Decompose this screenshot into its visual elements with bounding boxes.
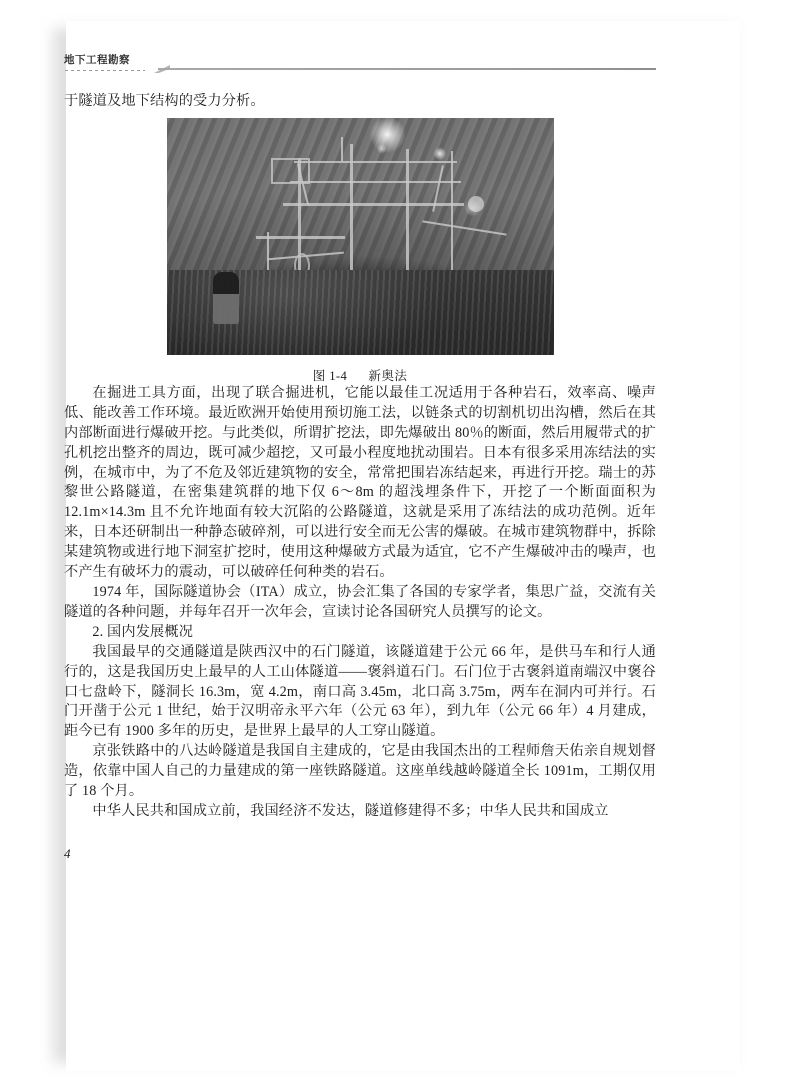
paragraph-5: 中华人民共和国成立前，我国经济不发达，隧道修建得不多；中华人民共和国成立 <box>92 802 609 819</box>
paragraph-4: 京张铁路中的八达岭隧道是我国自主建成的，它是由我国杰出的工程师詹天佑亲自规划督造，依靠中国人自己的力量建成的第一座铁路隧道。这座单线越岭隧道全长 1091m，工期仅用了 18 个月。 <box>64 743 656 800</box>
section-heading-domestic-development: 2. 国内发展概况 <box>92 623 194 640</box>
figure-caption <box>64 365 656 384</box>
running-head <box>64 54 656 80</box>
figure-1-4 <box>64 118 656 384</box>
body-column <box>64 92 656 822</box>
running-head-rule-bar <box>158 68 656 70</box>
running-head-dotted-underline <box>65 70 145 72</box>
figure-caption-label: 图 1-4 <box>312 368 348 383</box>
paragraph-3: 我国最早的交通隧道是陕西汉中的石门隧道，该隧道建于公元 66 年，是供马车和行人通行的，这是我国历史上最早的人工山体隧道——褒斜道石门。石门位于古褒斜道南端汉中褒谷口七盘岭下，隧洞长 16.3m，宽 4.2m，南口高 3.45m，北口高 3.75m，两车在洞内可并行。石门开凿于公元 1 世纪，始于汉明帝永平六年（公元 63 年），到九年（公元 66 年）4 月建成，距今已有 1900 多年的历史，是世界上最早的人工穿山隧道。 <box>64 643 656 740</box>
page-number: 4 <box>64 846 71 861</box>
paragraph-continuation: 于隧道及地下结构的受力分析。 <box>64 93 265 109</box>
figure-caption-title: 新奥法 <box>368 368 408 383</box>
tunnel-photo-image <box>167 118 554 355</box>
paragraph-1: 在掘进工具方面，出现了联合掘进机，它能以最佳工况适用于各种岩石，效率高、噪声低、能改善工作环境。最近欧洲开始使用预切施工法，以链条式的切割机切出沟槽，然后在其内部断面进行爆破开挖。与此类似，所谓扩挖法，即先爆破出 80％的断面，然后用履带式的扩孔机挖出整齐的周边，既可减少超挖，又可最小程度地扰动围岩。日本有很多采用冻结法的实例，在城市中，为了不危及邻近建筑物的安全，常常把围岩冻结起来，再进行开挖。瑞士的苏黎世公路隧道，在密集建筑群的地下仅 6～8m 的超浅埋条件下，开挖了一个断面面积为 12.1m×14.3m 且不允许地面有较大沉陷的公路隧道，这就是采用了冻结法的成功范例。近年来，日本还研制出一种静态破碎剂，可以进行安全而无公害的爆破。在城市建筑物群中，拆除某建筑物或进行地下洞室扩挖时，使用这种爆破方式最为适宜，它不产生爆破冲击的噪声，也不产生有破坏力的震动，可以破碎任何种类的岩石。 <box>64 384 656 581</box>
running-head-rule <box>154 65 656 73</box>
running-head-title: 地下工程勘察 <box>64 54 130 66</box>
photo-worker <box>213 272 239 324</box>
paragraph-2: 1974 年，国际隧道协会（ITA）成立，协会汇集了各国的专家学者，集思广益，交流有关隧道的各种问题，并每年召开一次年会，宣读讨论各国研究人员撰写的论文。 <box>64 583 656 620</box>
